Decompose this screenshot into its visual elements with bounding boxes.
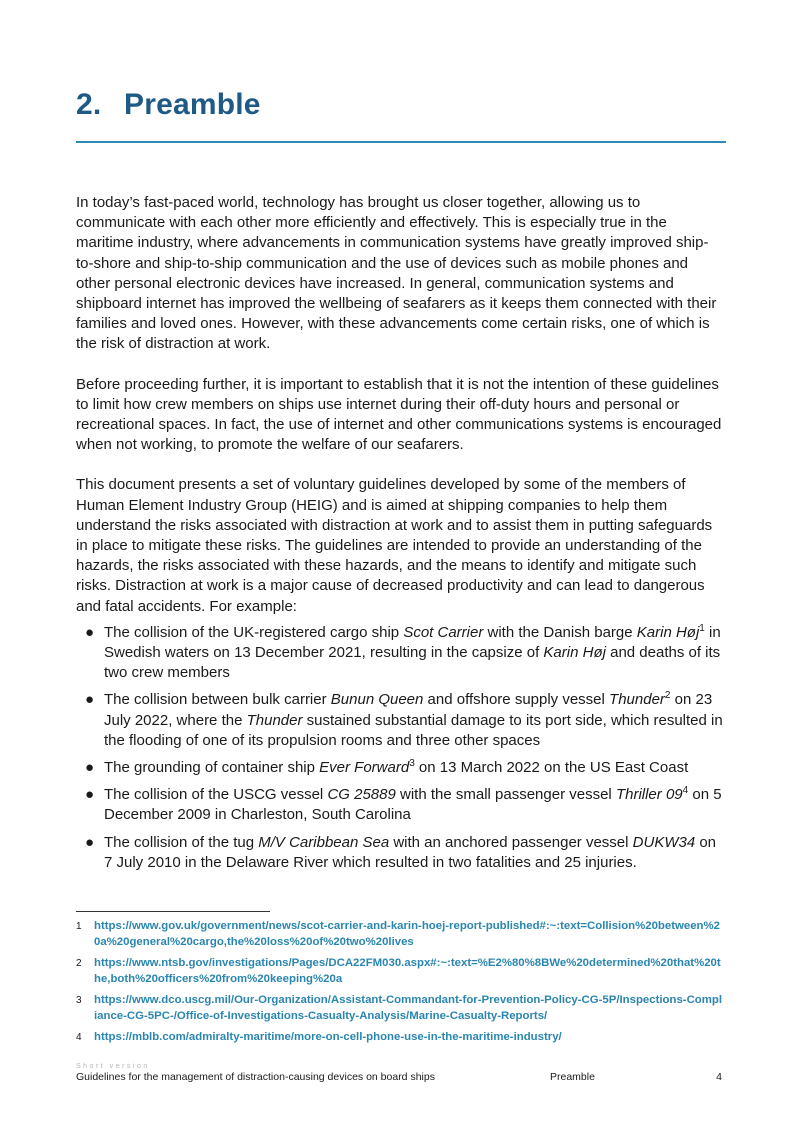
heading-rule <box>76 141 726 143</box>
footnote-link[interactable]: https://mblb.com/admiralty-maritime/more-on-cell-phone-use-in-the-maritime-industry/ <box>94 1031 562 1043</box>
bullet-icon: ● <box>85 833 95 851</box>
body-text <box>76 193 724 880</box>
bullet-icon: ● <box>85 691 95 709</box>
footnote <box>76 993 724 1024</box>
footnote <box>76 919 724 950</box>
heading-number: 2. <box>76 88 102 121</box>
footnote-ref[interactable]: 4 <box>682 785 689 797</box>
footnote-link[interactable]: https://www.dco.uscg.mil/Our-Organization/Assistant-Commandant-for-Prevention-Policy-CG-5P/Inspections-Compliance-CG-5PC-/Office-of-Investigations-Casualty-Analysis/Marine-Casualty-Reports/ <box>94 994 723 1022</box>
footnote <box>76 956 724 987</box>
paragraph: In today’s fast-paced world, technology has brought us closer together, allowing us to communicate with each other more efficiently and effectively. This is especially true in the maritime industry, where advancements in communication systems have greatly improved ship-to-shore and ship-to-ship communication and the use of devices such as mobile phones and other personal electronic devices have increased. In general, communication systems and shipboard internet has improved the wellbeing of seafarers as it keeps them connected with their families and loved ones. However, with these advancements come certain risks, one of which is the risk of distraction at work. <box>76 194 717 353</box>
footnote-ref[interactable]: 3 <box>409 758 415 770</box>
bullet-icon: ● <box>85 786 95 804</box>
list-item: ● The collision of the UK-registered cargo ship Scot Carrier with the Danish barge Karin Høj$^1$ in Swedish waters on 13 December 2021, resulting in the capsize of Karin Høj and deaths of its two crew members <box>85 622 721 682</box>
paragraph: Before proceeding further, it is important to establish that it is not the intention of these guidelines to limit how crew members on ships use internet during their off-duty hours and personal or recreational spaces. In fact, the use of internet and other communications systems is encouraged when not working, to promote the welfare of our seafarers. <box>76 375 722 454</box>
footnote-ref[interactable]: 2 <box>664 690 671 702</box>
footnote <box>76 1030 724 1046</box>
list-item: ● The grounding of container ship Ever Forward$^3$ on 13 March 2022 on the US East Coast <box>76 758 724 778</box>
list-item: ● The collision between bulk carrier Bunun Queen and offshore supply vessel Thunder$^2$ on 23 July 2022, where the Thunder sustained substantial damage to its port side, which resulted in the flooding of one of its propulsion rooms and three other spaces <box>85 690 723 749</box>
footnote-number: 3 <box>76 995 82 1006</box>
heading-title: Preamble <box>124 88 261 121</box>
paragraph: This document presents a set of voluntary guidelines developed by some of the members of Human Element Industry Group (HEIG) and is aimed at shipping companies to help them understand the risks associated with distraction at work and to assist them in putting safeguards in place to mitigate these risks. The guidelines are intended to provide an understanding of the hazards, the risks associated with these hazards, and the means to identify and mitigate such risks. Distraction at work is a major cause of decreased productivity and can lead to dangerous and fatal accidents. For example: <box>76 476 713 615</box>
footnotes <box>76 919 724 1052</box>
page-heading <box>76 88 726 122</box>
short-version-label: Short version <box>76 1063 150 1070</box>
bullet-icon: ● <box>85 623 95 641</box>
list-item: ● The collision of the tug M/V Caribbean Sea with an anchored passenger vessel DUKW34 on 7 July 2010 in the Delaware River which resulted in two fatalities and 25 injuries. <box>85 833 717 871</box>
footnote-number: 2 <box>76 958 82 969</box>
bullet-icon: ● <box>85 759 95 777</box>
incident-list <box>76 623 724 873</box>
page-number: 4 <box>716 1071 722 1083</box>
footer-section: Preamble <box>550 1071 595 1083</box>
footnote-number: 1 <box>76 921 82 932</box>
footnote-link[interactable]: https://www.ntsb.gov/investigations/Pages/DCA22FM030.aspx#:~:text=%E2%80%8BWe%20determined%20that%20the,both%20officers%20from%20keeping%20a <box>94 957 721 985</box>
footnote-link[interactable]: https://www.gov.uk/government/news/scot-carrier-and-karin-hoej-report-published#:~:text=Collision%20between%20a%20general%20cargo,the%20loss%20of%20two%20lives <box>94 920 720 948</box>
footnote-ref[interactable]: 1 <box>699 622 705 634</box>
footer-document-title: Guidelines for the management of distraction-causing devices on board ships <box>76 1071 435 1083</box>
footnote-separator <box>76 911 270 912</box>
list-item: ● The collision of the USCG vessel CG 25889 with the small passenger vessel Thriller $09^4$ on 5 December 2009 in Charleston, South Carolina <box>85 785 722 824</box>
footnote-number: 4 <box>76 1032 82 1043</box>
